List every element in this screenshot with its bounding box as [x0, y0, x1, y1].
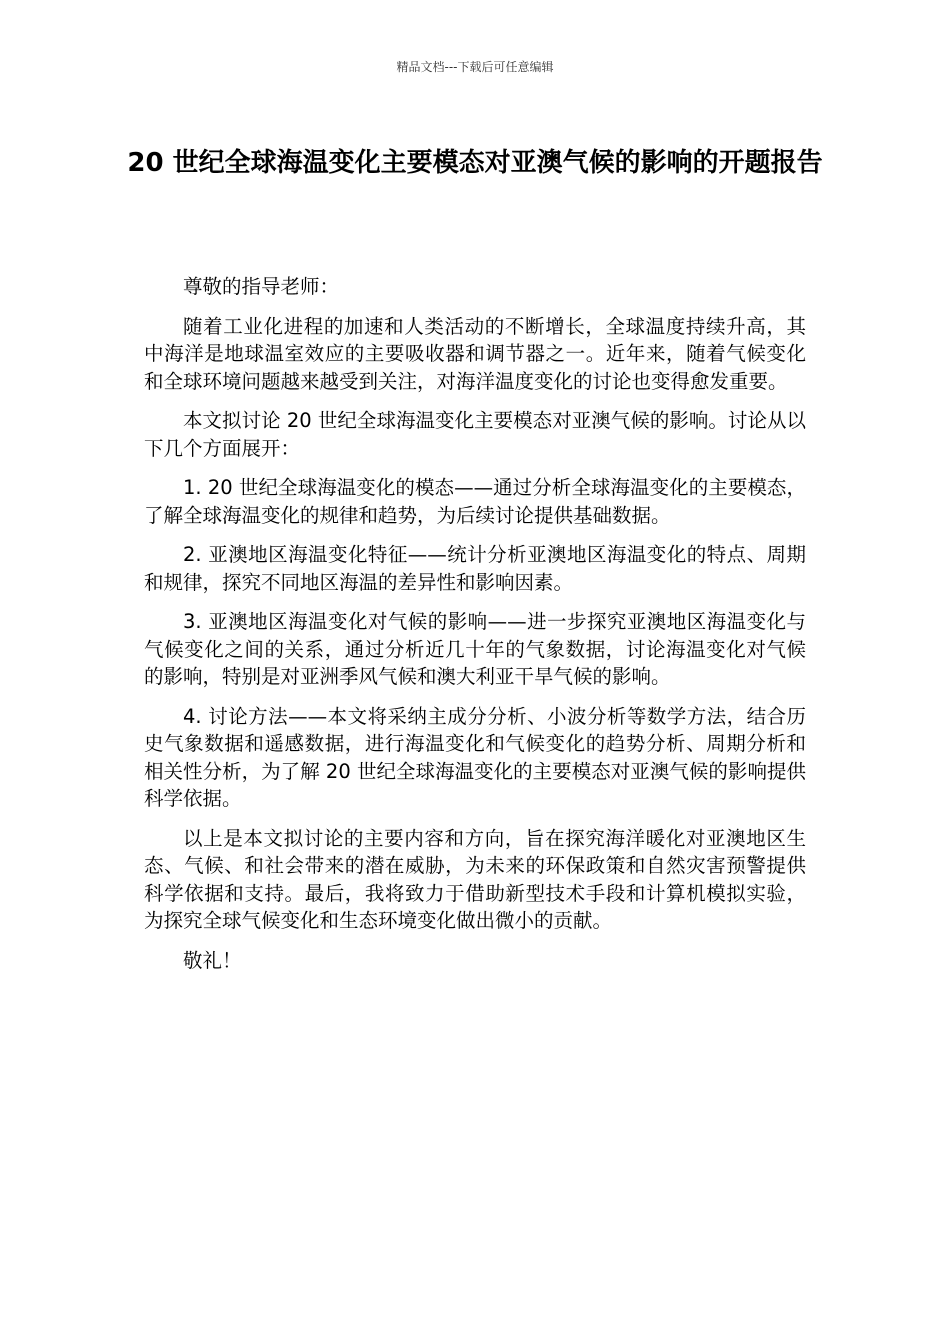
paragraph-conclusion: 以上是本文拟讨论的主要内容和方向，旨在探究海洋暖化对亚澳地区生态、气候、和社会带来的潜在威胁，为未来的环保政策和自然灾害预警提供科学依据和支持。最后，我将致力于借助新型技术手段和计算机模拟实验，为探究全球气候变化和生态环境变化做出微小的贡献。: [144, 826, 806, 932]
list-item-3: 3. 亚澳地区海温变化对气候的影响——进一步探究亚澳地区海温变化与气候变化之间的关系，通过分析近几十年的气象数据，讨论海温变化对气候的影响，特别是对亚洲季风气候和澳大利亚干旱气候的影响。: [144, 610, 806, 688]
paragraph-intro: 随着工业化进程的加速和人类活动的不断增长，全球温度持续升高，其中海洋是地球温室效应的主要吸收器和调节器之一。近年来，随着气候变化和全球环境问题越来越受到关注，对海洋温度变化的讨论也变得愈发重要。: [144, 314, 806, 393]
document-title: 20 世纪全球海温变化主要模态对亚澳气候的影响的开题报告: [127, 148, 823, 178]
header-note: 精品文档---下载后可任意编辑: [396, 60, 554, 74]
list-item-4: 4. 讨论方法——本文将采纳主成分分析、小波分析等数学方法，结合历史气象数据和遥感数据，进行海温变化和气候变化的趋势分析、周期分析和相关性分析，为了解 20 世纪全球海温变化的主要模态对亚澳气候的影响提供科学依据。: [144, 704, 806, 810]
salutation: 尊敬的指导老师：: [183, 275, 340, 298]
list-item-2: 2. 亚澳地区海温变化特征——统计分析亚澳地区海温变化的特点、周期和规律，探究不同地区海温的差异性和影响因素。: [144, 543, 806, 594]
document-body: [144, 273, 806, 986]
closing: 敬礼！: [183, 948, 242, 972]
paragraph-purpose: 本文拟讨论 20 世纪全球海温变化主要模态对亚澳气候的影响。讨论从以下几个方面展开：: [144, 409, 806, 460]
list-item-1: 1. 20 世纪全球海温变化的模态——通过分析全球海温变化的主要模态，了解全球海温变化的规律和趋势，为后续讨论提供基础数据。: [144, 476, 806, 527]
